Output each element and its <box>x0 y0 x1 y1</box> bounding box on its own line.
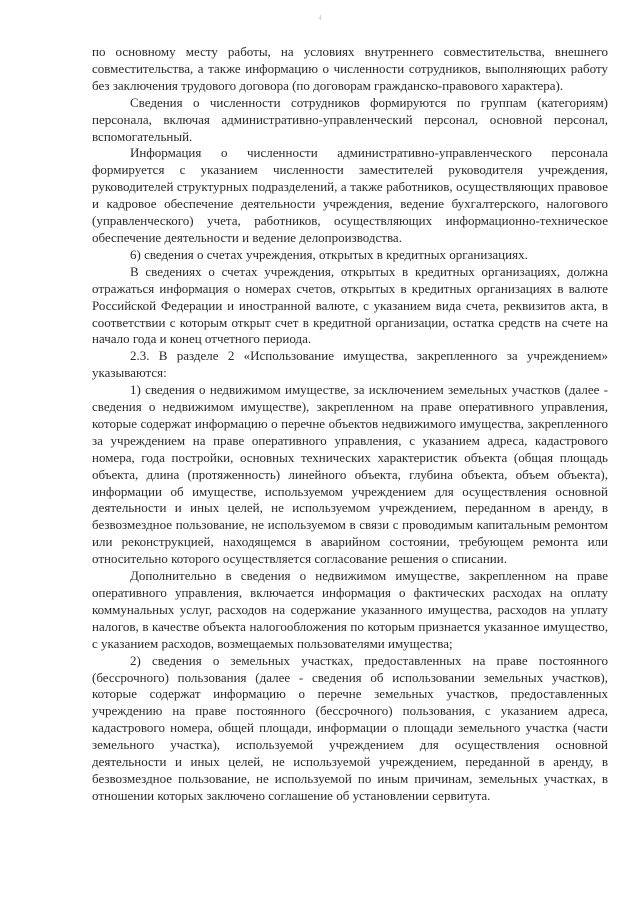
paragraph-1: по основному месту работы, на условиях внутреннего совместительства, внешнего совместительства, а также информацию о численности сотрудников, выполняющих работу без заключения трудового договора (по договорам гражданско-правового характера). <box>92 44 608 93</box>
paragraph-2: Сведения о численности сотрудников формируются по группам (категориям) персонала, включая административно-управленческий персонал, основной персонал, вспомогательный. <box>92 94 608 144</box>
paragraph-4: 6) сведения о счетах учреждения, открытых в кредитных организациях. <box>130 246 528 262</box>
paragraph-6: 2.3. В разделе 2 «Использование имущества, закрепленного за учреждением» указываются: <box>92 348 608 381</box>
paragraph-7: 1) сведения о недвижимом имуществе, за исключением земельных участков (далее - сведения о недвижимом имуществе), закрепленном на праве оперативного управления, которые содержат информацию о перечне объектов недвижимого имущества, закрепленного за учреждением на праве оперативного управления, с указанием адреса, кадастрового номера, года постройки, основных технических характеристик объекта (общая площадь объекта, длина (протяженность) линейного объекта, глубина объекта, объем объекта), информации об имуществе, используемом учреждением для осуществления основной деятельности и иных целей, не используемом учреждением, переданном в аренду, в безвозмездное пользование, не используемом в связи с проводимым капитальным ремонтом или реконструкцией, находящемся в аварийном состоянии, требующем ремонта или относительно которого осуществляется согласование решения о списании. <box>92 382 608 567</box>
paragraph-8: Дополнительно в сведения о недвижимом имуществе, закрепленном на праве оперативного управления, включается информация о фактических расходах на оплату коммунальных услуг, расходов на содержание указанного имущества, расходов на уплату налогов, в качестве объекта налогообложения по которым признается указанное имущество, с указанием расходов, возмещаемых пользователями имущества; <box>92 568 608 651</box>
paragraph-3: Информация о численности административно-управленческого персонала формируется с указанием численности заместителей руководителя учреждения, руководителей структурных подразделений, а также работников, осуществляющих правовое и кадровое обеспечение деятельности учреждения, ведение бухгалтерского, налогового (управленческого) учета, работников, осуществляющих информационно-техническое обеспечение деятельности и ведение делопроизводства. <box>92 145 608 245</box>
paragraph-9: 2) сведения о земельных участках, предоставленных на праве постоянного (бессрочного) пользования (далее - сведения об использовании земельных участков), которые содержат информацию о перечне земельных участков, предоставленных учреждению на праве постоянного (бессрочного) пользования, с указанием адреса, кадастрового номера, общей площади, информации о площади земельного участка (части земельного участка), используемой учреждением для осуществления основной деятельности и иных целей, не используемой учреждением, переданной в аренду, в безвозмездное пользование, не используемой по иным причинам, земельных участках, в отношении которых заключено соглашение об установлении сервитута. <box>92 652 608 803</box>
paragraph-5: В сведениях о счетах учреждения, открытых в кредитных организациях, должна отражаться информация о номерах счетов, открытых в кредитных организациях в валюте Российской Федерации и иностранной валюте, с указанием вида счета, реквизитов акта, в соответствии с которым открыт счет в кредитной организации, остатка средств на счете на начало года и конец отчетного периода. <box>92 263 608 347</box>
page-number: 4 <box>318 14 322 22</box>
document-body <box>92 44 608 805</box>
